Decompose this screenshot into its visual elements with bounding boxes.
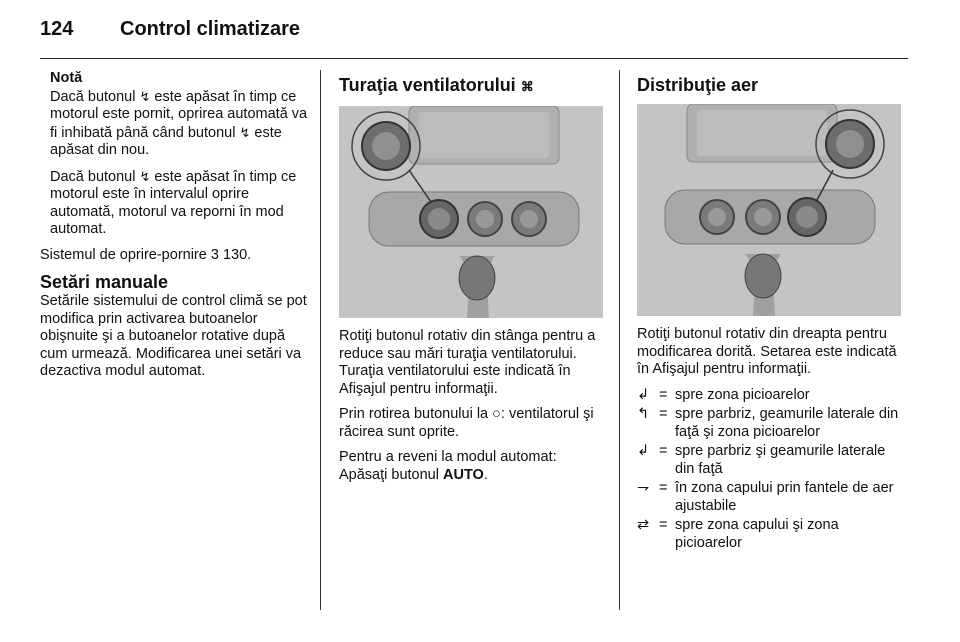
manual-settings-text: Setările sistemului de control climă se pot modifica prin activarea butoanelor obişnuite şi a butoanelor rotative după cum urmează. Modificarea unei setări va dezactiva modul automat. bbox=[40, 293, 307, 379]
equals-sign: = bbox=[659, 406, 668, 422]
column-middle bbox=[339, 70, 605, 492]
fan-speed-paragraph-3 bbox=[339, 449, 605, 484]
cross-reference bbox=[40, 247, 310, 265]
air-distribution-photo bbox=[637, 104, 901, 316]
page-number: 124 bbox=[40, 18, 74, 40]
list-item bbox=[637, 443, 903, 480]
reference-text: Sistemul de oprire-pornire bbox=[40, 246, 211, 263]
fan-text: Pentru a reveni la modul automat: Apăsaţi butonul bbox=[339, 449, 557, 483]
note-text: este apăsat din nou. bbox=[50, 124, 282, 158]
fan-speed-heading bbox=[339, 74, 605, 98]
list-item-text: spre parbriz, geamurile laterale din faţă şi zona picioarelor bbox=[675, 406, 899, 440]
list-item bbox=[637, 517, 903, 554]
column-right bbox=[637, 70, 903, 554]
note-text: Dacă butonul bbox=[50, 88, 140, 105]
air-distribution-list bbox=[637, 387, 903, 555]
fan-text: Prin rotirea butonului la bbox=[339, 406, 493, 422]
equals-sign: = bbox=[659, 386, 668, 403]
list-item-text: spre zona picioarelor bbox=[675, 386, 810, 403]
manual-settings-heading: Setări manuale bbox=[40, 272, 169, 292]
fan-text: . bbox=[483, 466, 488, 483]
windscreen-icon: ↲ bbox=[637, 443, 650, 459]
page-reference-arrow-icon: 3 bbox=[210, 246, 219, 263]
column-left bbox=[40, 70, 310, 389]
equals-sign: = bbox=[659, 480, 668, 496]
off-icon: ○ bbox=[492, 406, 501, 422]
note-title: Notă bbox=[50, 70, 83, 86]
page-title: Control climatizare bbox=[120, 18, 301, 40]
footwell-icon: ↲ bbox=[637, 386, 650, 403]
auto-label: AUTO bbox=[443, 466, 484, 483]
fan-icon: ⌘ bbox=[520, 79, 534, 94]
note-paragraph-2 bbox=[50, 168, 310, 239]
note-text: Dacă butonul bbox=[50, 168, 140, 185]
header-divider bbox=[40, 58, 908, 59]
equals-sign: = bbox=[659, 517, 668, 533]
air-distribution-paragraph: Rotiţi butonul rotativ din dreapta pentru modificarea dorită. Setarea este indicată în Afişajul pentru informaţii. bbox=[637, 326, 897, 377]
list-item bbox=[637, 387, 903, 407]
list-item-text: spre zona capului şi zona picioarelor bbox=[675, 517, 839, 551]
list-item bbox=[637, 406, 903, 443]
list-item-text: în zona capului prin fantele de aer ajustabile bbox=[675, 480, 894, 514]
column-divider-2 bbox=[619, 70, 620, 610]
head-vent-icon: ⇁ bbox=[637, 480, 650, 496]
head-footwell-icon: ⇄ bbox=[637, 517, 650, 533]
fan-speed-paragraph-1: Rotiţi butonul rotativ din stânga pentru a reduce sau mări turaţia ventilatorului. Turaţia ventilatorului este indicată în Afişajul pentru informaţii. bbox=[339, 328, 596, 397]
air-distribution-heading: Distribuţie aer bbox=[637, 75, 759, 95]
fan-text: : ventilatorul şi răcirea sunt oprite. bbox=[339, 406, 594, 440]
eco-button-icon: ↯ bbox=[139, 88, 151, 104]
note-text: este apăsat în timp ce motorul este în intervalul oprire automată, motorul va reporni în mod automat. bbox=[50, 168, 297, 237]
eco-button-icon: ↯ bbox=[139, 168, 151, 184]
eco-button-icon: ↯ bbox=[239, 124, 251, 140]
note-text: este apăsat în timp ce motorul este pornit, oprirea automată va fi inhibată până când butonul bbox=[50, 88, 308, 141]
fan-control-photo bbox=[339, 106, 603, 318]
list-item-text: spre parbriz şi geamurile laterale din faţă bbox=[675, 443, 886, 477]
windscreen-footwell-icon: ↰ bbox=[637, 406, 650, 422]
equals-sign: = bbox=[659, 443, 668, 459]
fan-speed-heading-text: Turaţia ventilatorului bbox=[339, 75, 516, 95]
column-divider-1 bbox=[320, 70, 321, 610]
list-item bbox=[637, 480, 903, 517]
note-block bbox=[40, 70, 310, 239]
reference-page[interactable]: 130. bbox=[222, 246, 252, 263]
fan-speed-paragraph-2 bbox=[339, 406, 605, 441]
note-paragraph-1 bbox=[50, 88, 310, 160]
